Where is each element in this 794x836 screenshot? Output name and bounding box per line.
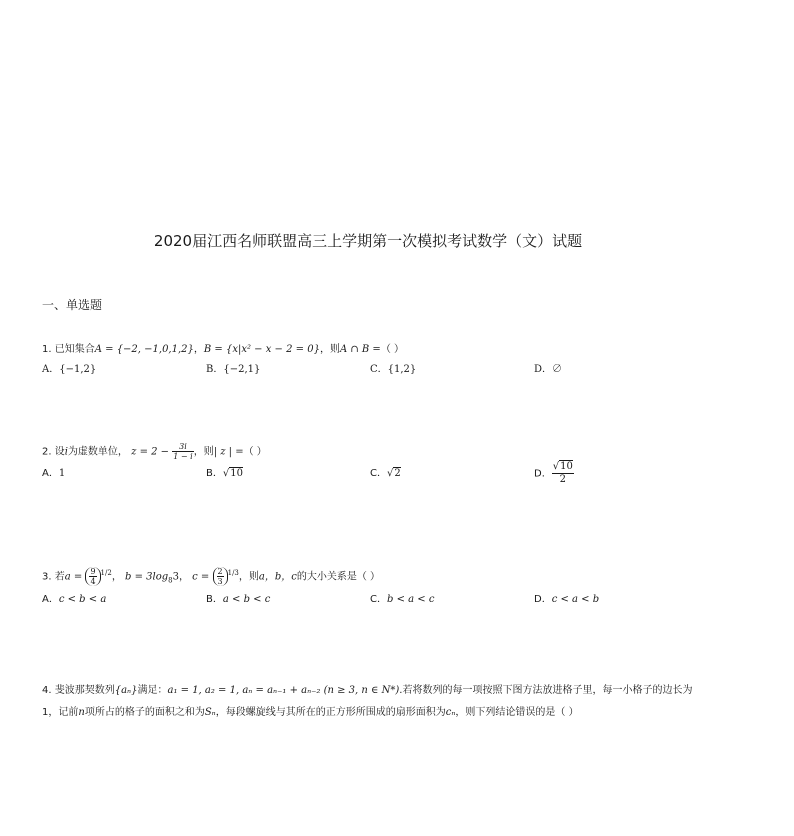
math-c-lhs: c = xyxy=(192,571,210,583)
question-text: 的大小关系是（ ） xyxy=(296,571,381,583)
question-text: 1，记前 xyxy=(42,707,79,718)
option-d xyxy=(534,593,599,607)
option-value: 2 xyxy=(394,468,401,479)
math-paren xyxy=(213,567,228,586)
question-text: 设 xyxy=(54,446,65,458)
math-fraction xyxy=(172,442,193,461)
question-text: ，则下列结论错误的是（ ） xyxy=(455,707,579,718)
math-n: n xyxy=(78,707,85,718)
question-number: 3. xyxy=(42,571,52,583)
math-b-expr: b = 3log xyxy=(125,571,169,583)
option-d xyxy=(534,461,574,486)
question-text: 若 xyxy=(54,571,65,583)
math-set-b: B = {x|x² − x − 2 = 0} xyxy=(203,344,320,355)
option-c xyxy=(370,467,401,481)
option-c: C．{1,2} xyxy=(370,364,417,375)
math-set-a: A = {−2, −1,0,1,2} xyxy=(94,344,194,355)
question-text: ，则 xyxy=(193,446,214,458)
question-1-options xyxy=(42,363,563,381)
option-value: a < b < c xyxy=(222,594,271,606)
question-2 xyxy=(42,442,573,491)
math-sn: Sₙ xyxy=(204,707,216,718)
question-1 xyxy=(42,343,563,381)
question-3-options xyxy=(42,593,600,611)
math-a-lhs: a = xyxy=(64,571,83,583)
math-exponent: 1/2 xyxy=(100,569,112,577)
question-4-line-1: 4. 斐波那契数列{aₙ}满足：a₁ = 1, a₂ = 1, aₙ = aₙ₋₁ + aₙ₋₂ (n ≥ 3, n ∈ N*).若将数列的每一项按照下图方法放进格子里，每一小格子的边长为 xyxy=(42,685,693,696)
math-fraction xyxy=(552,461,574,486)
math-exponent: 1/3 xyxy=(227,569,239,577)
question-1-stem: 1. 已知集合A = {−2, −1,0,1,2}，B = {x|x² − x − 2 = 0}，则A ∩ B =（ ） xyxy=(42,344,404,355)
option-b: B．{−2,1} xyxy=(206,364,261,375)
option-label: A． xyxy=(42,468,59,479)
answer-paren: （ ） xyxy=(243,446,267,458)
option-value: 10 xyxy=(560,461,573,472)
question-3 xyxy=(42,566,600,611)
math-cn: cₙ xyxy=(445,707,456,718)
log-base: 8 xyxy=(168,576,173,585)
option-label: B． xyxy=(206,594,223,606)
option-a xyxy=(42,593,106,607)
question-number: 2. xyxy=(42,446,52,458)
question-text: 满足： xyxy=(137,685,168,696)
fraction-denominator: 3 xyxy=(217,576,223,586)
math-sequence: {aₙ} xyxy=(114,685,138,696)
question-text: 斐波那契数列 xyxy=(54,685,115,696)
fraction-numerator: 9 xyxy=(90,566,96,576)
math-z-lhs: z = 2 − xyxy=(131,446,170,458)
math-paren xyxy=(85,567,100,586)
option-a xyxy=(42,467,65,481)
question-text: 为虚数单位， xyxy=(67,446,128,458)
math-fraction xyxy=(217,567,224,586)
sqrt-symbol: √ xyxy=(552,461,560,472)
option-value: 1 xyxy=(58,468,66,479)
option-label: D． xyxy=(534,594,552,606)
question-3-stem: 3. 若a = $\frac{9}{4}$ $^{1/2}$， $b = 3\log_83$， c = $\frac{2}{3}$ $^{1/3}$，则a，b，c的大小关系是（ ） xyxy=(42,566,381,586)
math-condition: a₁ = 1, a₂ = 1, aₙ = aₙ₋₁ + aₙ₋₂ (n ≥ 3, n ∈ N*) xyxy=(167,685,400,696)
fraction-numerator: 2 xyxy=(217,566,223,576)
option-label: D． xyxy=(534,468,552,480)
option-b xyxy=(206,467,243,481)
sqrt-symbol: √ xyxy=(386,468,394,479)
question-text: 项所占的格子的面积之和为 xyxy=(84,707,205,718)
option-label: C． xyxy=(370,468,387,479)
question-text: 若将数列的每一项按照下图方法放进格子里，每一小格子的边长为 xyxy=(402,685,693,696)
section-heading: 一、单选题 xyxy=(42,298,103,312)
page-title: 2020届江西名师联盟高三上学期第一次模拟考试数学（文）试题 xyxy=(153,232,583,250)
answer-paren: （ ） xyxy=(380,344,404,355)
question-2-options xyxy=(42,461,573,491)
option-value: c < a < b xyxy=(551,594,600,606)
question-4 xyxy=(42,684,692,720)
option-value: b < a < c xyxy=(386,594,435,606)
question-2-stem xyxy=(42,442,267,461)
option-d: D．∅ xyxy=(534,364,563,375)
option-label: A． xyxy=(42,594,59,606)
question-text: 已知集合 xyxy=(54,344,95,355)
math-expression: A ∩ B = xyxy=(339,344,381,355)
option-value: 10 xyxy=(230,468,243,479)
question-text: ，则 xyxy=(319,344,340,355)
option-b xyxy=(206,593,270,607)
log-arg: 3 xyxy=(172,571,179,583)
option-label: B． xyxy=(206,468,223,479)
option-a: A．{−1,2} xyxy=(42,364,97,375)
option-c xyxy=(370,593,434,607)
question-number: 4. xyxy=(42,685,52,696)
fraction-denominator: 2 xyxy=(559,474,566,485)
math-vars: a，b，c xyxy=(258,571,297,583)
math-abs: | z | = xyxy=(213,446,244,458)
option-value: c < b < a xyxy=(58,594,107,606)
option-label: C． xyxy=(370,594,387,606)
question-4-line-2 xyxy=(42,706,692,720)
question-text: ，每段螺旋线与其所在的正方形所围成的扇形面积为 xyxy=(215,707,446,718)
question-number: 1. xyxy=(42,344,52,355)
fraction-denominator: 1 − i xyxy=(173,452,193,461)
fraction-denominator: 4 xyxy=(90,576,96,586)
math-fraction xyxy=(89,567,96,586)
fraction-numerator: 3i xyxy=(172,442,193,452)
math-i: i xyxy=(64,446,68,458)
question-text: ，则 xyxy=(238,571,259,583)
fraction-numerator xyxy=(552,461,574,474)
sqrt-symbol: √ xyxy=(222,468,230,479)
